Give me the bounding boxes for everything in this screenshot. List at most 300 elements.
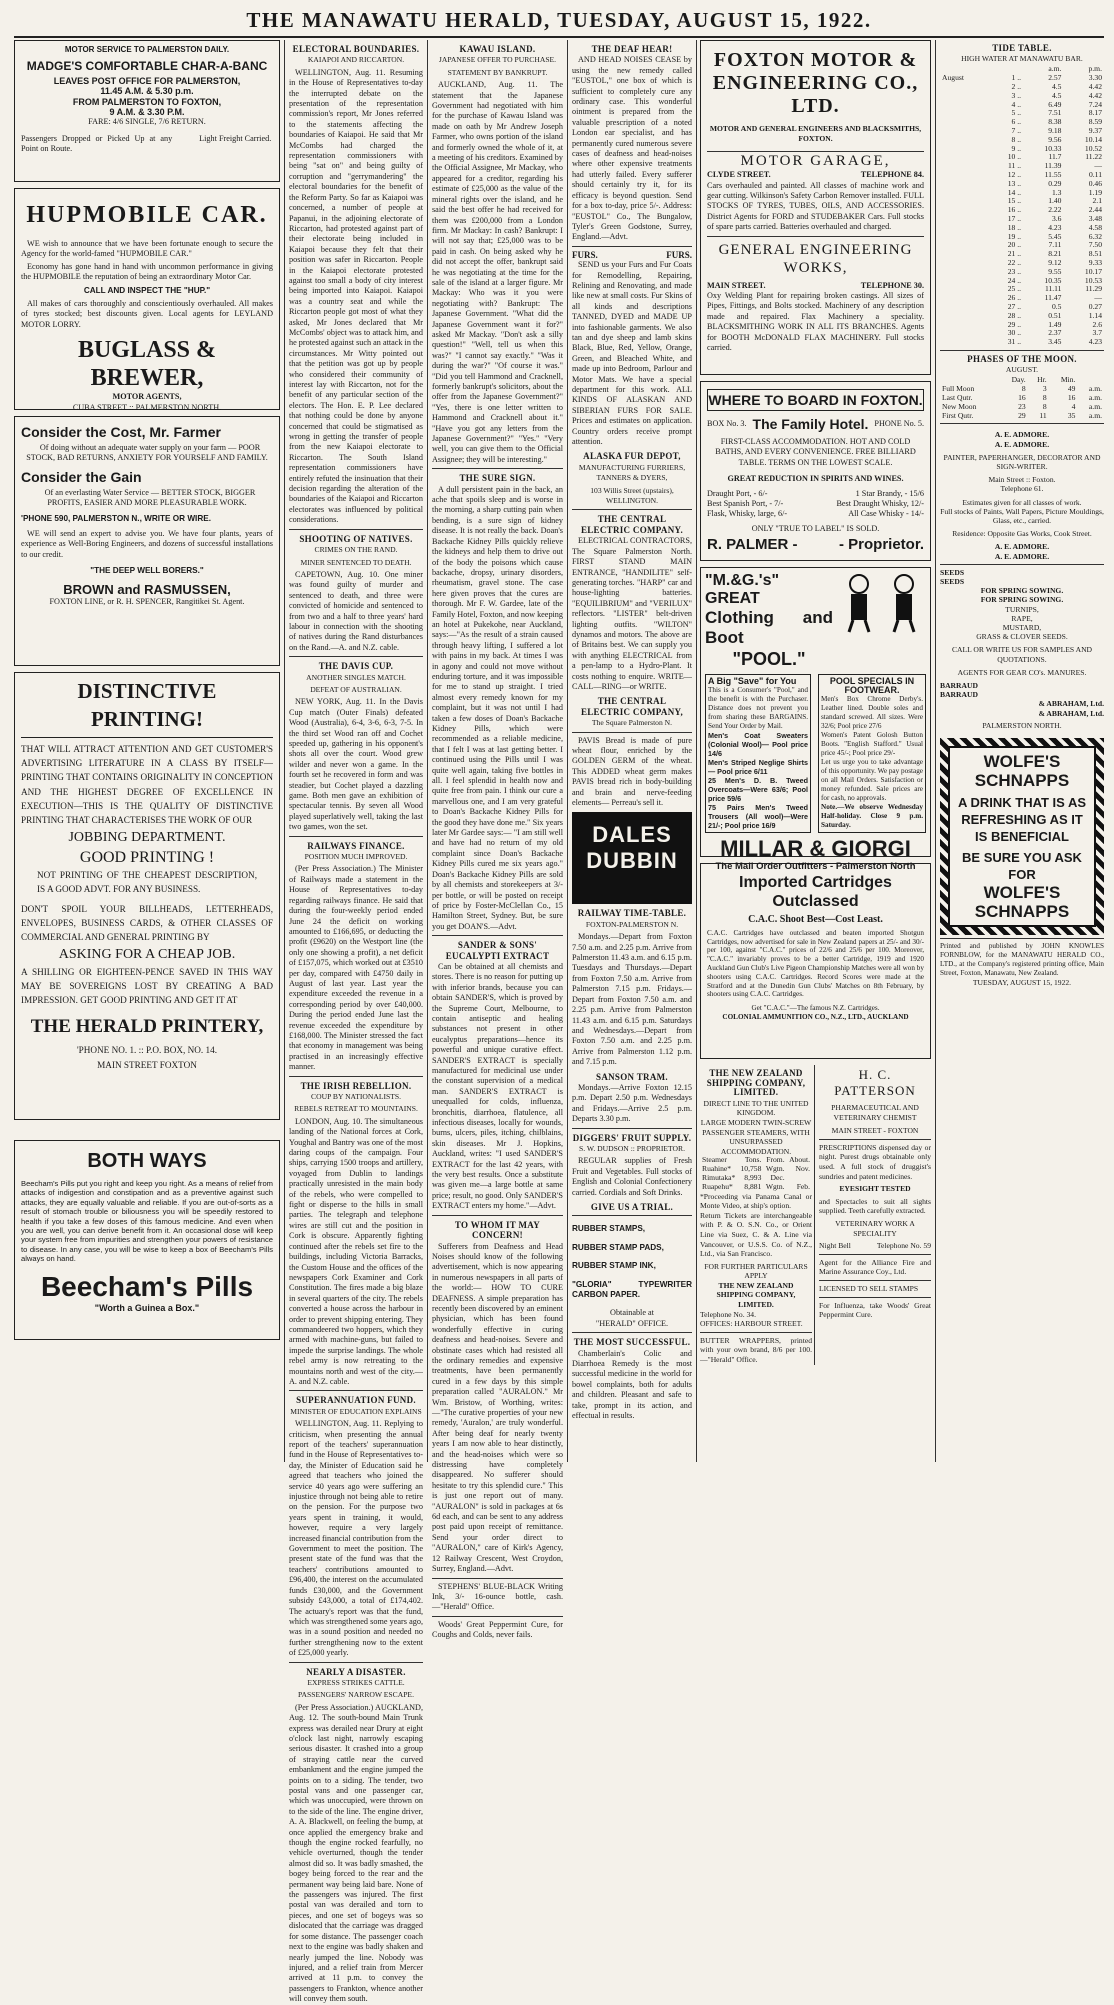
firm-address: The Square Palmerston N. <box>591 718 673 728</box>
ad-text: BUTTER WRAPPERS, printed with your own brand, 8/6 per 100. —"Herald" Office. <box>700 1335 812 1365</box>
ad-text: Economy has gone hand in hand with uncommon performance in giving the HUPMOBILE the reputation of being an extraordinary Motor Car. <box>21 261 273 282</box>
ship-row: Steamer Tons. From. About. <box>702 1155 810 1165</box>
ad-heading: MOTOR SERVICE TO PALMERSTON DAILY. <box>64 45 230 54</box>
ad-title: Clothing and Boot <box>705 608 833 647</box>
price-item: Men's Coat Sweaters (Colonial Wool)— Pool price 14/6 <box>708 731 808 758</box>
firm-name: A. E. ADMORE. <box>994 551 1050 561</box>
tide-row <box>940 189 1104 198</box>
ad-phone: 'PHONE 590, PALMERSTON N., WRITE OR WIRE. <box>21 513 211 523</box>
firm-name: ALASKA FUR DEPOT, <box>583 451 681 462</box>
product-line: MUSTARD, <box>1002 622 1042 632</box>
address: OFFICES: HARBOUR STREET. <box>700 1319 803 1329</box>
column-divider <box>427 40 428 1462</box>
caricature-figures <box>836 572 926 634</box>
firm-name: BROWN and RASMUSSEN, <box>63 581 231 597</box>
product-line: RUBBER STAMPS, <box>572 1224 646 1234</box>
ad-text: Oxy Welding Plant for repairing broken castings. All sizes of Pipes, Fittings, and Bolts stocked. Machinery of any description made and repaired. Flax Machinery a speciality. BLACKSMITHING WORK IN ALL ITS BRANCHES. Agents for BOOTH McDONALD FLAX MACHINERY. Full stocks carried. <box>707 291 924 353</box>
firm-name: & ABRAHAM, Ltd. <box>1038 699 1104 709</box>
tide-am: 7.51 <box>1048 108 1062 118</box>
ad-text: Agent for the Alliance Fire and Marine Assurance Coy., Ltd. <box>819 1257 931 1277</box>
moon-row: New Moon 23 8 4 a.m. <box>942 401 1102 411</box>
tide-am: 4.5 <box>1051 82 1062 91</box>
ad-subtitle: ASKING FOR A CHEAP JOB. <box>58 946 236 962</box>
tide-am: 7.11 <box>1048 240 1062 250</box>
article-headline: THE DEAF HEAR! <box>591 44 673 54</box>
telephone: TELEPHONE 30. <box>860 280 924 290</box>
moon-row: Last Qutr. 16 8 16 a.m. <box>942 392 1102 402</box>
price-item: Men's Box Chrome Derby's. Leather lined. Double soles and standard screwed. All sizes. Were 32/6; Pool price 27/6 <box>821 695 923 730</box>
moon-phases-month: AUGUST. <box>1005 365 1039 375</box>
ad-text: WE wish to announce that we have been fortunate enough to secure the Agency for the world-famed "HUPMOBILE CAR." <box>21 239 273 259</box>
ad-text: All makes of cars thoroughly and conscientiously overhauled. All makes of tyres stocked; best discounts given. Local agents for LEYLAND MOTOR LORRY. <box>21 299 273 329</box>
article-body: Woods' Great Peppermint Cure, for Coughs and Colds, never fails. <box>432 1619 563 1640</box>
ad-subtitle: C.A.C. Shoot Best—Cost Least. <box>748 914 883 925</box>
tide-am: 6.49 <box>1048 99 1062 109</box>
tide-pm: 0.46 <box>1088 178 1102 188</box>
tide-day: 8 .. <box>1011 134 1021 144</box>
ad-note: Note.—We observe Wednesday Half-holiday. Close 9 p.m. Saturday. <box>821 803 923 829</box>
address: CLYDE STREET. <box>707 170 771 180</box>
tide-am: 8.38 <box>1048 117 1062 127</box>
tide-row <box>940 250 1104 259</box>
well-borers-ad <box>14 416 280 666</box>
ad-title: Consider the Gain <box>21 468 142 485</box>
tide-pm: 2.6 <box>1092 319 1102 329</box>
article-headline: RAILWAY TIME-TABLE. <box>577 908 687 919</box>
fare-text: FARE: 4/6 SINGLE, 7/6 RETURN. <box>88 117 206 127</box>
tide-am: 11.55 <box>1044 169 1062 179</box>
tide-am: 4.5 <box>1051 90 1062 100</box>
tide-pm: 11.29 <box>1085 284 1102 294</box>
tide-day: 17 .. <box>1007 213 1021 223</box>
ship-row: Ruapehu* 8,881 Wgtn. Feb. <box>702 1181 810 1191</box>
address: MAIN STREET. <box>707 280 766 290</box>
tide-day: 15 .. <box>1007 196 1021 206</box>
firm-name: BUGLASS & BREWER, <box>77 337 217 392</box>
beechams-ad <box>14 1140 280 1340</box>
tide-row <box>940 101 1104 110</box>
cartridges-ad <box>700 863 931 1059</box>
ad-callout: EYESIGHT TESTED <box>839 1184 911 1194</box>
article-subhead: CRIMES ON THE RAND. <box>314 545 398 555</box>
ad-text: Estimates given for all classes of work. <box>962 497 1082 507</box>
tide-am: 4.23 <box>1048 222 1062 232</box>
tide-day: 20 .. <box>1007 240 1021 250</box>
telephone: Telephone No. 59 <box>876 1241 931 1251</box>
column-4 <box>572 40 692 1462</box>
proprietor-label: - Proprietor. <box>838 536 924 554</box>
ad-subtitle: FOR SPRING SOWING. <box>980 595 1064 605</box>
tide-day: 1 .. <box>1011 73 1021 83</box>
ad-text: AGENTS FOR GEAR CO's. MANURES. <box>957 667 1087 677</box>
ad-text: Let us urge you to take advantage of this opportunity. We pay postage on all Mail Orders. Satisfaction or money refunded. Sale prices are for cash, no approvals. <box>821 758 923 802</box>
tide-am: 3.6 <box>1051 213 1062 223</box>
product-line: "GLORIA" TYPEWRITER CARBON PAPER. <box>572 1279 692 1300</box>
tide-day: 19 .. <box>1007 231 1021 241</box>
tide-day: 5 .. <box>1011 108 1021 118</box>
tide-pm: 8.51 <box>1088 249 1102 259</box>
tide-row <box>940 109 1104 118</box>
tide-am: 1.49 <box>1048 319 1062 329</box>
ad-note: Passengers Dropped or Picked Up at any Point on Route. <box>21 133 173 154</box>
tide-am: 0.51 <box>1048 310 1062 320</box>
tide-am: 11.47 <box>1044 293 1062 303</box>
imprint: Printed and published by JOHN KNOWLES FORNBLOW, for the MANAWATU HERALD CO., LTD., at the Company's registered printing office, Main Street, Foxton, Manawatu, New Zealand. <box>940 941 1104 977</box>
ad-title: DISTINCTIVE PRINTING! <box>21 677 273 738</box>
tide-am: 5.45 <box>1048 231 1062 241</box>
article-headline: TO WHOM IT MAY CONCERN! <box>454 1219 541 1241</box>
tide-day: 29 .. <box>1007 319 1021 329</box>
article-headline: SANSON TRAM. <box>596 1071 668 1082</box>
tide-row <box>940 197 1104 206</box>
brand-name: DALES DUBBIN <box>586 822 678 874</box>
tide-row <box>940 241 1104 250</box>
tide-row <box>940 259 1104 268</box>
tide-pm: 10.14 <box>1084 134 1102 144</box>
tide-row <box>940 206 1104 215</box>
tide-row <box>940 338 1104 347</box>
tide-am: 9.18 <box>1048 125 1062 135</box>
column-5 <box>700 40 931 1462</box>
tide-pm: 11.22 <box>1085 152 1102 162</box>
tide-row: August 1 .. 2.57 3.30 <box>942 73 1102 83</box>
article-body: Chamberlain's Colic and Diarrhoea Remedy is the most successful medicine in the world for bowel complaints, both for adults and children. Pleasant and safe to take, prompt in its action, and effectual in results. <box>572 1348 692 1421</box>
ad-title: Imported Cartridges Outclassed <box>739 874 892 910</box>
tide-am: 0.29 <box>1048 178 1062 188</box>
ship-row: Ruahine* 10,758 Wgtn. Nov. <box>702 1164 810 1174</box>
ad-text: Night Bell <box>819 1241 851 1251</box>
tide-day: 10 .. <box>1007 152 1021 162</box>
tide-am: 2.22 <box>1048 205 1062 215</box>
tide-day: 13 .. <box>1007 178 1021 188</box>
tide-am: 2.57 <box>1048 73 1062 83</box>
ship-row: Rimutaka* 8,993 Dec. <box>702 1172 785 1182</box>
millar-giorgi-ad <box>700 567 931 872</box>
article-headline: KAWAU ISLAND. <box>459 44 536 54</box>
man-figure-icon <box>884 572 924 632</box>
column-divider <box>696 40 697 1462</box>
tide-day: 6 .. <box>1011 117 1021 127</box>
drink-price-row: Best Spanish Port, - 7/- Best Draught Whisky, 12/- <box>707 499 924 509</box>
ad-slogan: GIVE US A TRIAL. <box>590 1202 674 1212</box>
price-item: Women's Patent Golosh Button Boots. "English Stafford." Usual price 45/-; Pool price 29/- <box>821 731 923 757</box>
tide-pm: 8.17 <box>1088 108 1102 118</box>
printing-ad <box>14 672 280 1120</box>
tide-am: 0.5 <box>1051 301 1062 311</box>
tide-am: 9.55 <box>1048 266 1062 276</box>
ad-slogan: A DRINK THAT IS AS REFRESHING AS IT IS BENEFICIAL <box>957 794 1087 844</box>
firm-sub: MOTOR AGENTS, <box>112 392 182 402</box>
tide-am: 10.35 <box>1044 275 1062 285</box>
tide-table-subtitle: HIGH WATER AT MANAWATU BAR. <box>961 54 1083 64</box>
shipping-ad <box>700 1065 812 1365</box>
tide-day: 25 .. <box>1007 284 1021 294</box>
article-subhead: POSITION MUCH IMPROVED. <box>304 852 408 862</box>
ad-text: LARGE MODERN TWIN-SCREW PASSENGER STEAMERS, WITH UNSURPASSED ACCOMMODATION. <box>700 1117 812 1156</box>
firm-name: BARRAUD <box>940 690 978 700</box>
article-headline: THE DAVIS CUP. <box>318 661 394 672</box>
ad-title: MADGE'S COMFORTABLE CHAR-A-BANC <box>26 59 268 74</box>
article-body: Mondays.—Arrive Foxton 12.15 p.m. Depart 2.50 p.m. Wednesdays and Fridays.—Arrive 2.5 p.m. Departs 3.30 p.m. <box>572 1082 692 1124</box>
firm-sub: MANUFACTURING FURRIERS, TANNERS & DYERS, <box>578 462 686 483</box>
ad-text: Residence: Opposite Gas Works, Cook Street. <box>952 529 1092 539</box>
ad-subtitle: JOBBING DEPARTMENT. <box>68 830 226 846</box>
ad-text: Full stocks of Paints, Wall Papers, Picture Mouldings, Glass, etc., carried. <box>940 506 1104 525</box>
drinks-price-list <box>707 489 924 520</box>
article-headline: SANDER & SONS' EUCALYPTI EXTRACT <box>445 940 550 961</box>
ad-text: C.A.C. Cartridges have outclassed and beaten imported Shotgun Cartridges, now advertised for sale in New Zealand papers at 25/- and 30/- per 100, against "C.A.C." prices of 22/6 and 25/6 per 100. Moreover, "C.A.C." invariably proves to be a better Cartridge, 1919 and 1920 Auckland Gun Club's Live Pigeon Championship Matches were all won by shooters using C.A.C. Cartridges. Record Scores were made at the Stratford and at the Dunedin Gun Clubs' Matches on 8th February, by shooters using C.A.C. Cartridges. <box>707 928 924 999</box>
ad-title: SEEDS <box>940 576 965 586</box>
motor-service-ad <box>14 40 280 182</box>
tide-table <box>940 65 1104 347</box>
ad-text: "HERALD" OFFICE. <box>595 1318 669 1328</box>
tide-day: 28 .. <box>1007 310 1021 320</box>
ad-slogan: BE SURE YOU ASK FOR <box>962 849 1082 882</box>
firm-sub: PHARMACEUTICAL AND VETERINARY CHEMIST <box>831 1103 919 1122</box>
drink-price-row: Draught Port, - 6/- 1 Star Brandy, - 15/6 <box>707 488 924 498</box>
tide-pm: 0.27 <box>1088 301 1102 311</box>
chemist-ad <box>814 1065 931 1365</box>
article-headline: RAILWAYS FINANCE. <box>307 840 405 851</box>
firm-name: THE NEW ZEALAND SHIPPING COMPANY, LIMITED. <box>706 1068 806 1098</box>
tide-row <box>940 277 1104 286</box>
article-subhead: REBELS RETREAT TO MOUNTAINS. <box>294 1104 418 1114</box>
tide-row <box>940 321 1104 330</box>
ad-text: LICENSED TO SELL STAMPS <box>819 1283 919 1293</box>
article-body: STEPHENS' BLUE-BLACK Writing Ink, 3/- 16-ounce bottle, cash. —"Herald" Office. <box>432 1581 563 1612</box>
tide-pm: 3.30 <box>1088 73 1102 83</box>
ad-text: This is a Consumer's "Pool," and the benefit is with the Purchaser. Distance does not prevent you from sharing these BARGAINS. Send Your Order by Mail. <box>708 686 808 730</box>
tide-row <box>940 215 1104 224</box>
article-subhead: DEFEAT OF AUSTRALIAN. <box>310 684 402 694</box>
article-subhead: MINISTER OF EDUCATION EXPLAINS <box>290 1406 422 1416</box>
tide-pm: 9.33 <box>1088 257 1102 267</box>
bottom-ads <box>700 1065 931 1365</box>
article-subhead: FOXTON-PALMERSTON N. <box>585 919 679 929</box>
proprietor-name: R. PALMER - <box>707 536 798 554</box>
ad-subtitle: POOL SPECIALS IN FOOTWEAR. <box>829 676 915 695</box>
tide-day: 22 .. <box>1007 257 1021 267</box>
tide-day: 9 .. <box>1011 143 1021 153</box>
tide-row <box>940 136 1104 145</box>
tide-row <box>940 312 1104 321</box>
tide-day: 26 .. <box>1007 293 1021 303</box>
tide-day: 16 .. <box>1007 205 1021 215</box>
tide-pm: 3.48 <box>1088 213 1102 223</box>
ad-text: DON'T SPOIL YOUR BILLHEADS, LETTERHEADS, ENVELOPES, BUSINESS CARDS, & OTHER CLASSES OF COMMERCIAL AND GENERAL PRINTING BY <box>21 904 273 943</box>
ad-title: BOTH WAYS <box>87 1150 207 1172</box>
ad-text: A SHILLING OR EIGHTEEN-PENCE SAVED IN THIS WAY MAY BE SOVEREIGNS LOST BY CREATING A BAD IMPRESSION. GET GOOD PRINTING AND GET IT AT <box>21 966 273 1006</box>
ad-line: 11.45 A.M. & 5.30 p.m. <box>100 86 194 97</box>
tide-pm: 3.7 <box>1092 328 1102 338</box>
ad-callout: GREAT REDUCTION IN SPIRITS AND WINES. <box>727 474 904 484</box>
tide-row <box>940 153 1104 162</box>
firm-name: A. E. ADMORE. <box>994 430 1050 440</box>
hupmobile-ad <box>14 188 280 410</box>
article-body: REGULAR supplies of Fresh Fruit and Vegetables. Full stocks of English and Colonial Confectionery carried. Cordials and Soft Drinks. <box>572 1156 692 1197</box>
tide-pm: 6.32 <box>1088 231 1102 241</box>
firm-address: MAIN STREET FOXTON <box>97 1059 197 1070</box>
ad-text: For Influenza, take Woods' Great Peppermint Cure. <box>819 1300 931 1320</box>
ad-text: Of an everlasting Water Service — BETTER STOCK, BIGGER PROFITS, EASIER AND MORE PLEASURABLE WORK. <box>44 487 256 508</box>
tide-am: 2.37 <box>1048 328 1062 338</box>
tide-am: 9.12 <box>1048 257 1062 267</box>
column-divider <box>567 40 568 1462</box>
firm-sub: S. W. DUDSON :: PROPRIETOR. <box>579 1143 685 1153</box>
article-subhead: STATEMENT BY BANKRUPT. <box>447 67 548 77</box>
hotel-name: The Family Hotel. <box>752 416 869 432</box>
ad-callout: CALL AND INSPECT THE "HUP." <box>83 285 211 295</box>
tide-pm: 0.11 <box>1088 169 1102 179</box>
ad-text: NOT PRINTING OF THE CHEAPEST DESCRIPTION, IS A GOOD ADVT. FOR ANY BUSINESS. <box>37 869 257 894</box>
firm-sub: PAINTER, PAPERHANGER, DECORATOR AND SIGN-WRITER. <box>943 452 1101 471</box>
ad-text: Cars overhauled and painted. All classes of machine work and gear cutting. Wilkinson's Safety Carbon Remover installed. FULL STOCKS OF TYRES, TUBES, OILS, AND ACCESSORIES. District Agents for FORD and STUDEBAKER Cars. Full stocks of spare parts carried. Batteries overhauled and charged. <box>707 180 924 232</box>
firm-name: THE CENTRAL ELECTRIC COMPANY, <box>580 696 684 717</box>
ad-callout: VETERINARY WORK A SPECIALITY <box>835 1218 915 1238</box>
ad-text: FIRST-CLASS ACCOMMODATION. HOT AND COLD BATHS, AND EVERY CONVENIENCE. FREE BILLIARD TABLE. TERMS ON THE LOWEST SCALE. <box>715 437 916 467</box>
tide-pm: 4.42 <box>1088 90 1102 100</box>
tide-row <box>940 285 1104 294</box>
address: PALMERSTON NORTH. <box>982 720 1062 730</box>
ad-text: *Proceeding via Panama Canal or Monte Video, at ship's option. <box>700 1191 812 1211</box>
tide-pm: 10.52 <box>1084 143 1102 153</box>
tide-pm: — <box>1094 161 1102 171</box>
firm-name: MILLAR & GIORGI <box>720 836 911 861</box>
article-subhead: PASSENGERS' NARROW ESCAPE. <box>298 1690 414 1700</box>
product-line: RAPE, <box>1011 613 1033 623</box>
furs-label: FURS. <box>666 249 692 260</box>
tide-day: 21 .. <box>1007 249 1021 259</box>
article-subhead: KAIAPOI AND RICCARTON. <box>307 55 405 65</box>
article-body: WELLINGTON, Aug. 11. Replying to criticism, when presenting the annual report of the teachers' superannuation fund in the House of Representatives to-day, the Minister of Education said he agreed that teachers who joined the service 40 years ago were suffering an injustice through not being able to retire on the pension. For the purpose two years spent in training, it would, however, require a very largely increased financial contribution from the Government to meet the position. The present state of the fund was that the teachers' contributions amounted to £96,400, the interest on the accumulated funds £30,000, and the Government subsidy £43,000, a total of £174,402. The actuary's report was that the fund, which was strengthened some years ago, was in a sound position and needed no further strengthening now to the extent of £25,000 yearly. <box>289 1419 423 1658</box>
tide-day: 30 .. <box>1007 328 1021 338</box>
ad-text: WE will send an expert to advise you. We have four plants, years of experience as Well-Boring Engineers, and dozens of successful installations to our credit. <box>21 529 273 559</box>
firm-name: H. C. PATTERSON <box>834 1067 916 1098</box>
tide-am: 11.39 <box>1044 161 1062 171</box>
article-body: Mondays.—Depart from Foxton 7.50 a.m. and 2.25 p.m. Arrive from Palmerston 11.43 a.m. and 6.15 p.m. Tuesdays and Thursdays.—Depart from Foxton 7.50 a.m. Arrive from Palmerston 7.15 p.m. Fridays.—Depart from Foxton 7.50 a.m. and 2.25 p.m. Arrive from Palmerston 11.43 a.m. and 6.15 p.m. Saturdays and Wednesdays.—Depart from Foxton 7.50 a.m. and 2.25 p.m. Arrive from Palmerston 1.12 p.m. and 7.15 p.m. <box>572 932 692 1067</box>
ad-subtitle: GOOD PRINTING ! <box>79 849 215 867</box>
tide-pm: — <box>1094 293 1102 303</box>
tide-day: 14 .. <box>1007 187 1021 197</box>
tide-row <box>940 180 1104 189</box>
moon-row: Full Moon 8 3 49 a.m. <box>942 384 1102 394</box>
tide-pm: 10.53 <box>1084 275 1102 285</box>
tide-am: 10.33 <box>1044 143 1062 153</box>
section-title: GENERAL ENGINEERING WORKS, <box>718 241 913 276</box>
price-item: Men's Striped Neglige Shirts— Pool price 6/11 <box>708 758 808 776</box>
tide-row <box>940 268 1104 277</box>
tide-pm: 1.14 <box>1088 310 1102 320</box>
ad-title: "M.&G.'s" GREAT <box>705 572 780 607</box>
article-body: SEND us your Furs and Fur Coats for Remodelling, Repairing, Relining and Renovating, and made like new at small costs. Fur Skins of all kinds and descriptions TANNED, DYED and MADE UP into fashionable garments. We also tan and dye sheep and lamb skins Black, Blue, Red, Yellow, Orange, Green, and Bleached White, and made up into Bedroom, Parlour and Motor Mats. We have a special department for this work. ALL KINDS OF ALASKAN AND SIBERIAN FURS FOR SALE. Prices and estimates on application. Country orders receive prompt attention. <box>572 260 692 447</box>
column-6 <box>940 40 1104 1462</box>
tide-row <box>940 329 1104 338</box>
firm-sub: The Mail Order Outfitters - Palmerston North <box>715 861 916 872</box>
article-body: Can be obtained at all chemists and stores. There is no reason for putting up with inferior brands, because you can obtain SANDER'S, which is proved by the Supreme Court, Melbourne, to contain antiseptic and healing substances not present in other eucalyptus preparations—hence its powerful and unique curative effect. SANDER'S EXTRACT is specially manufactured for medicinal use under the constant supervision of a medical man. SANDER'S EXTRACT is unequalled for colds, influenza, bronchitis, diarrhoea, flatulence, all infectious diseases, locally for wounds, burns, ulcers, piles, itching, chilblains, skin diseases. Mr J. Hopkins, Auckland, writes: "I used SANDER'S EXTRACT for the last 42 years, with the very best results. Once a substitute was given me—a large bottle at same price; result, no good. Only SANDER'S EXTRACT enters my home."—Advt. <box>432 961 563 1211</box>
tide-pm: 2.1 <box>1092 196 1102 206</box>
family-hotel-ad <box>700 381 931 561</box>
article-subhead: ANOTHER SINGLES MATCH. <box>306 672 406 682</box>
article-body: WELLINGTON, Aug. 11. Resuming in the House of Representatives to-day the interrupted debate on the presentation of the representation commission's report, Mr Jones referred to the statements affecting the boundaries of Kaiapoi. He said that Mr McCombs had charged the representation commissioners with being "sat on" and being guilty of corruption and "gerrymandering" the electoral boundaries for the benefit of the Reform Party. So far as Kaiapoi was concerned, a number of people at Papanui, in the adjoining electorate of Riccarton, had protested against part of their electorate being included in Kaiapoi because they felt that their position was safer in Riccarton. People in the Kaiapoi electorate protested against too small a body of city interest being imported into Kaiapoi. Kaiapoi was a country seat and while the Riccarton people got most of what they asked, Mr Jones declared that Mr McCombs' object was to attack him, and he protested against such an attack in the circumstances. Mr Witty pointed out that the petition was got up by people who considered their community of interest lay with Riccarton, not for the benefit of any particular section of the electors. The Hon. E. P. Lee declared that nothing could be done by anyone concerned that could be stigmatised as wrong in getting the transfer of people from the new Kaiapoi electorate to Riccarton. The South Island representation commissioners have entirely refuted the insinuation that their decision regarding the alteration of the boundaries of the Kaiapoi and Riccarton electorates was influenced by political considerations. <box>289 67 423 525</box>
ad-line: 9 A.M. & 3.30 P.M. <box>109 107 185 118</box>
firm-name: COLONIAL AMMUNITION CO., N.Z., LTD., AUCKLAND <box>722 1012 909 1021</box>
tide-pm: 8.59 <box>1088 117 1102 127</box>
tide-row <box>940 171 1104 180</box>
article-headline: THE SURE SIGN. <box>459 473 536 484</box>
pm-header: p.m. <box>1088 64 1102 74</box>
telephone: Telephone No. 34. <box>700 1309 756 1319</box>
ad-text: DIRECT LINE TO THE UNITED KINGDOM. <box>703 1098 809 1118</box>
price-item: 25 Men's D. B. Tweed Overcoats—Were 63/6; Pool price 59/6 <box>708 776 808 803</box>
moon-table <box>940 376 1104 420</box>
brand-name: WOLFE'S SCHNAPPS <box>974 882 1070 921</box>
firm-name: THE NEW ZEALAND SHIPPING COMPANY, LIMITED. <box>716 1280 796 1310</box>
price-item: 75 Pairs Men's Tweed Trousers (All wool)—Were 21/-; Pool price 16/9 <box>708 803 808 830</box>
tide-am: 3.45 <box>1048 337 1062 347</box>
firm-address: 103 Willis Street (upstairs), WELLINGTON. <box>590 485 674 506</box>
box-number: BOX No. 3. <box>707 418 747 428</box>
tide-am: 8.21 <box>1048 249 1062 259</box>
firm-name: DIGGERS' FRUIT SUPPLY. <box>572 1132 692 1143</box>
firm-address: FOXTON LINE, or R. H. SPENCER, Rangitikei St. Agent. <box>49 596 245 606</box>
man-figure-icon <box>839 572 879 632</box>
ad-text: PRESCRIPTIONS dispensed day or night. Purest drugs obtainable only used. A full stock of druggist's sundries and patent medicines. <box>819 1142 931 1181</box>
article-body: (Per Press Association.) AUCKLAND, Aug. 12. The south-bound Main Trunk express was derailed near Drury at eight o'clock last night, narrowly escaping serious disaster. It crashed into a group of straying cattle near the curved embankment and the engine jumped the points on to a siding. The tender, two postal vans and one passenger car, which was unoccupied, were thrown on to the side of the line. The engine driver, A. A. Blackwell, on feeling the bump, at once applied the emergency brake and though the engine rocked fearfully, no vehicle overturned, though the tender almost did so. It was badly smashed, the bogey being forced to the rear and the permanent way being laid bare. None of the passengers was injured. The first postal van was derailed and torn to pieces, and one set of bogeys was so dislocated that the carriage was dragged for some distance. The passenger coach next to the engine was badly shaken and nearly jumped the line. Nobody was injured, and a relief train from Mercer arrived at 11 p.m. to convey the passengers to Frankton, whence another will convey them south. <box>289 1702 423 2004</box>
tide-am: 1.3 <box>1051 187 1062 197</box>
tide-row <box>940 294 1104 303</box>
firm-name: BARRAUD <box>940 680 978 690</box>
article-headline: THE IRISH REBELLION. <box>300 1080 412 1091</box>
tide-row <box>940 83 1104 92</box>
ad-text: FOR FURTHER PARTICULARS APPLY <box>704 1261 808 1281</box>
tide-day: 27 .. <box>1007 301 1021 311</box>
article-body: AND HEAD NOISES CEASE by using the new remedy called "EUSTOL," one box of which is sufficient to completely cure any ordinary case. This wonderful ointment is prepared from the valuable prescription of a noted London ear specialist, and has permanently cured numerous severe cases of deafness and head-noises where other expensive treatments had utterly failed. Every sufferer should certainly try it, for its efficacy is beyond question. Send for a box to-day, price 5/-. Address: "EUSTOL" Co., The Bungalow, Tyler's Green Godstone, Surrey, England.—Advt. <box>572 55 692 242</box>
product-line: TURNIPS, <box>1005 604 1039 614</box>
article-body: ELECTRICAL CONTRACTORS, The Square Palmerston North. FIRST STAND MAIN ENTRANCE, "HANDILITE" self-generating torches. "HARP" car and house-lighting batteries. "EQUILIBRIUM" and "VERILUX" reflectors. "LISTER" belt-driven lighting outfits. "WILTON" dynamos and motors. The above are of Britains best. We can supply you with anything ELECTRICAL from a pen-lamp to a Hydro-Plant. It costs nothing to enquire. WRITE—CALL—RING—or WRITE. <box>572 536 692 691</box>
tide-pm: 4.42 <box>1088 82 1102 91</box>
article-subhead: MINER SENTENCED TO DEATH. <box>300 557 412 567</box>
article-headline: SHOOTING OF NATIVES. <box>299 533 413 544</box>
ad-title: Consider the Cost, Mr. Farmer <box>21 424 221 440</box>
tide-table-title: TIDE TABLE. <box>992 43 1052 53</box>
article-body: LONDON, Aug. 10. The simultaneous landing of the National forces at Cork, Youghal and Bantry was one of the most daring coups of the campaign. Four ships, carrying 1500 troops and artillery, voyaged from Dublin to landings practically unresisted in the main body of the rebels, who were compelled to fight or disperse to the hills in small parties. The telegraph and telephone wires are still cut and the position in Cork is obscure. Apparently fighting continued after the rebels set fire to the buildings, including Victoria Barracks, the Custom House and the offices of the newspapers Cork Examiner and Cork Constitution. The fires made a big blaze in several quarters of the city. The rebels converted a house across the harbour in order to prevent shipping entering. They commandeered two hoppers, which they armed with machine-guns, but failed to impede the surprise landings. The whole rebel army is now retreating to the mountains north and west of the city.—A. and N.Z. cable. <box>289 1116 423 1386</box>
tide-day: 18 .. <box>1007 222 1021 232</box>
ad-title: WHERE TO BOARD IN FOXTON. <box>707 389 924 411</box>
tide-am: 11.7 <box>1048 152 1062 162</box>
article-body: PAVIS Bread is made of pure wheat flour, enriched by the GOLDEN GERM of the wheat. This ADDED wheat germ makes PAVIS bread rich in body-building and brain and nerve-feeding elements— Perreau's sell it. <box>572 735 692 808</box>
column-divider <box>284 40 285 1462</box>
masthead-rule <box>14 36 1104 38</box>
moon-header-row: Day. Hr. Min. <box>1011 375 1076 385</box>
tide-pm: 7.50 <box>1088 240 1102 250</box>
tide-pm: 1.19 <box>1088 187 1102 197</box>
ad-note: ONLY "TRUE TO LABEL" IS SOLD. <box>751 523 880 533</box>
tide-am: 11.11 <box>1044 284 1062 294</box>
tide-pm: 10.17 <box>1084 266 1102 276</box>
tide-day: 24 .. <box>1007 275 1021 285</box>
ad-line: LEAVES POST OFFICE FOR PALMERSTON, <box>53 75 241 86</box>
drink-price-row: Flask, Whisky, large, 6/- All Case Whisky - 14/- <box>707 509 924 519</box>
firm-name: THE CENTRAL ELECTRIC COMPANY. <box>580 514 684 535</box>
ad-title: "POOL." <box>732 649 806 669</box>
column-1 <box>14 40 280 1462</box>
firm-name: A. E. ADMORE. <box>994 542 1050 552</box>
ad-text: Return Tickets are interchangeable with P. & O. S.N. Co., or Orient Line via Suez, C. & A. Line via Vancouver, or U.S.S. Co. of N.Z., Ltd., via San Francisco. <box>700 1210 812 1259</box>
article-body: A dull persistent pain in the back, an ache that spoils sleep and is worse in the morning, a sharp cutting pain when bending, is a sure sign of kidney disease. It is not really the back. Doan's Backache Kidney Pills quickly relieve the kidneys and help them to drive out of the body the poisons which cause backache, dropsy, urinary disorders, rheumatism, gravel stone. The case here given proves that the cures are thorough. Mr F. W. Gardee, late of the Family Hotel, Foxton, and now keeping an hotel at Pukekohe, near Auckland, says:—"As the result of a strain caused through heavy lifting, I suffered a lot with pains in my back. At times I was in agony and could not move without enduring torture, and it was impossible for me to stand up straight. I tried almost every remedy known for my complaint, but it was not until I had taken a few doses of Doan's Backache Kidney Pills, which were recommended as a reliable medicine, that I felt I was at last getting better. I continued using the Pills until I was quite well again, taking five bottles in all. I feel splendid in health now and quite free from pain. I think our cure a marvellous one, and I am very grateful to Doan's Backache Kidney Pills for the good they have done me." Six years later Mr Gardee says:— "I am still well and have had no return of my old complaint since Doan's Backache Kidney Pills cured me six years ago." Doan's Backache Kidney Pills are sold by all chemists and storekeepers at 3/- per bottle, or will be posted on receipt of price by Foster-McClellan Co., 15 Hamilton Street, Sydney. But, be sure you get DOAN'S.—Advt. <box>432 484 563 931</box>
product-line: RUBBER STAMP INK, <box>572 1261 656 1271</box>
article-subhead: EXPRESS STRIKES CATTLE. <box>307 1677 405 1687</box>
telephone: TELEPHONE 84. <box>860 170 924 180</box>
